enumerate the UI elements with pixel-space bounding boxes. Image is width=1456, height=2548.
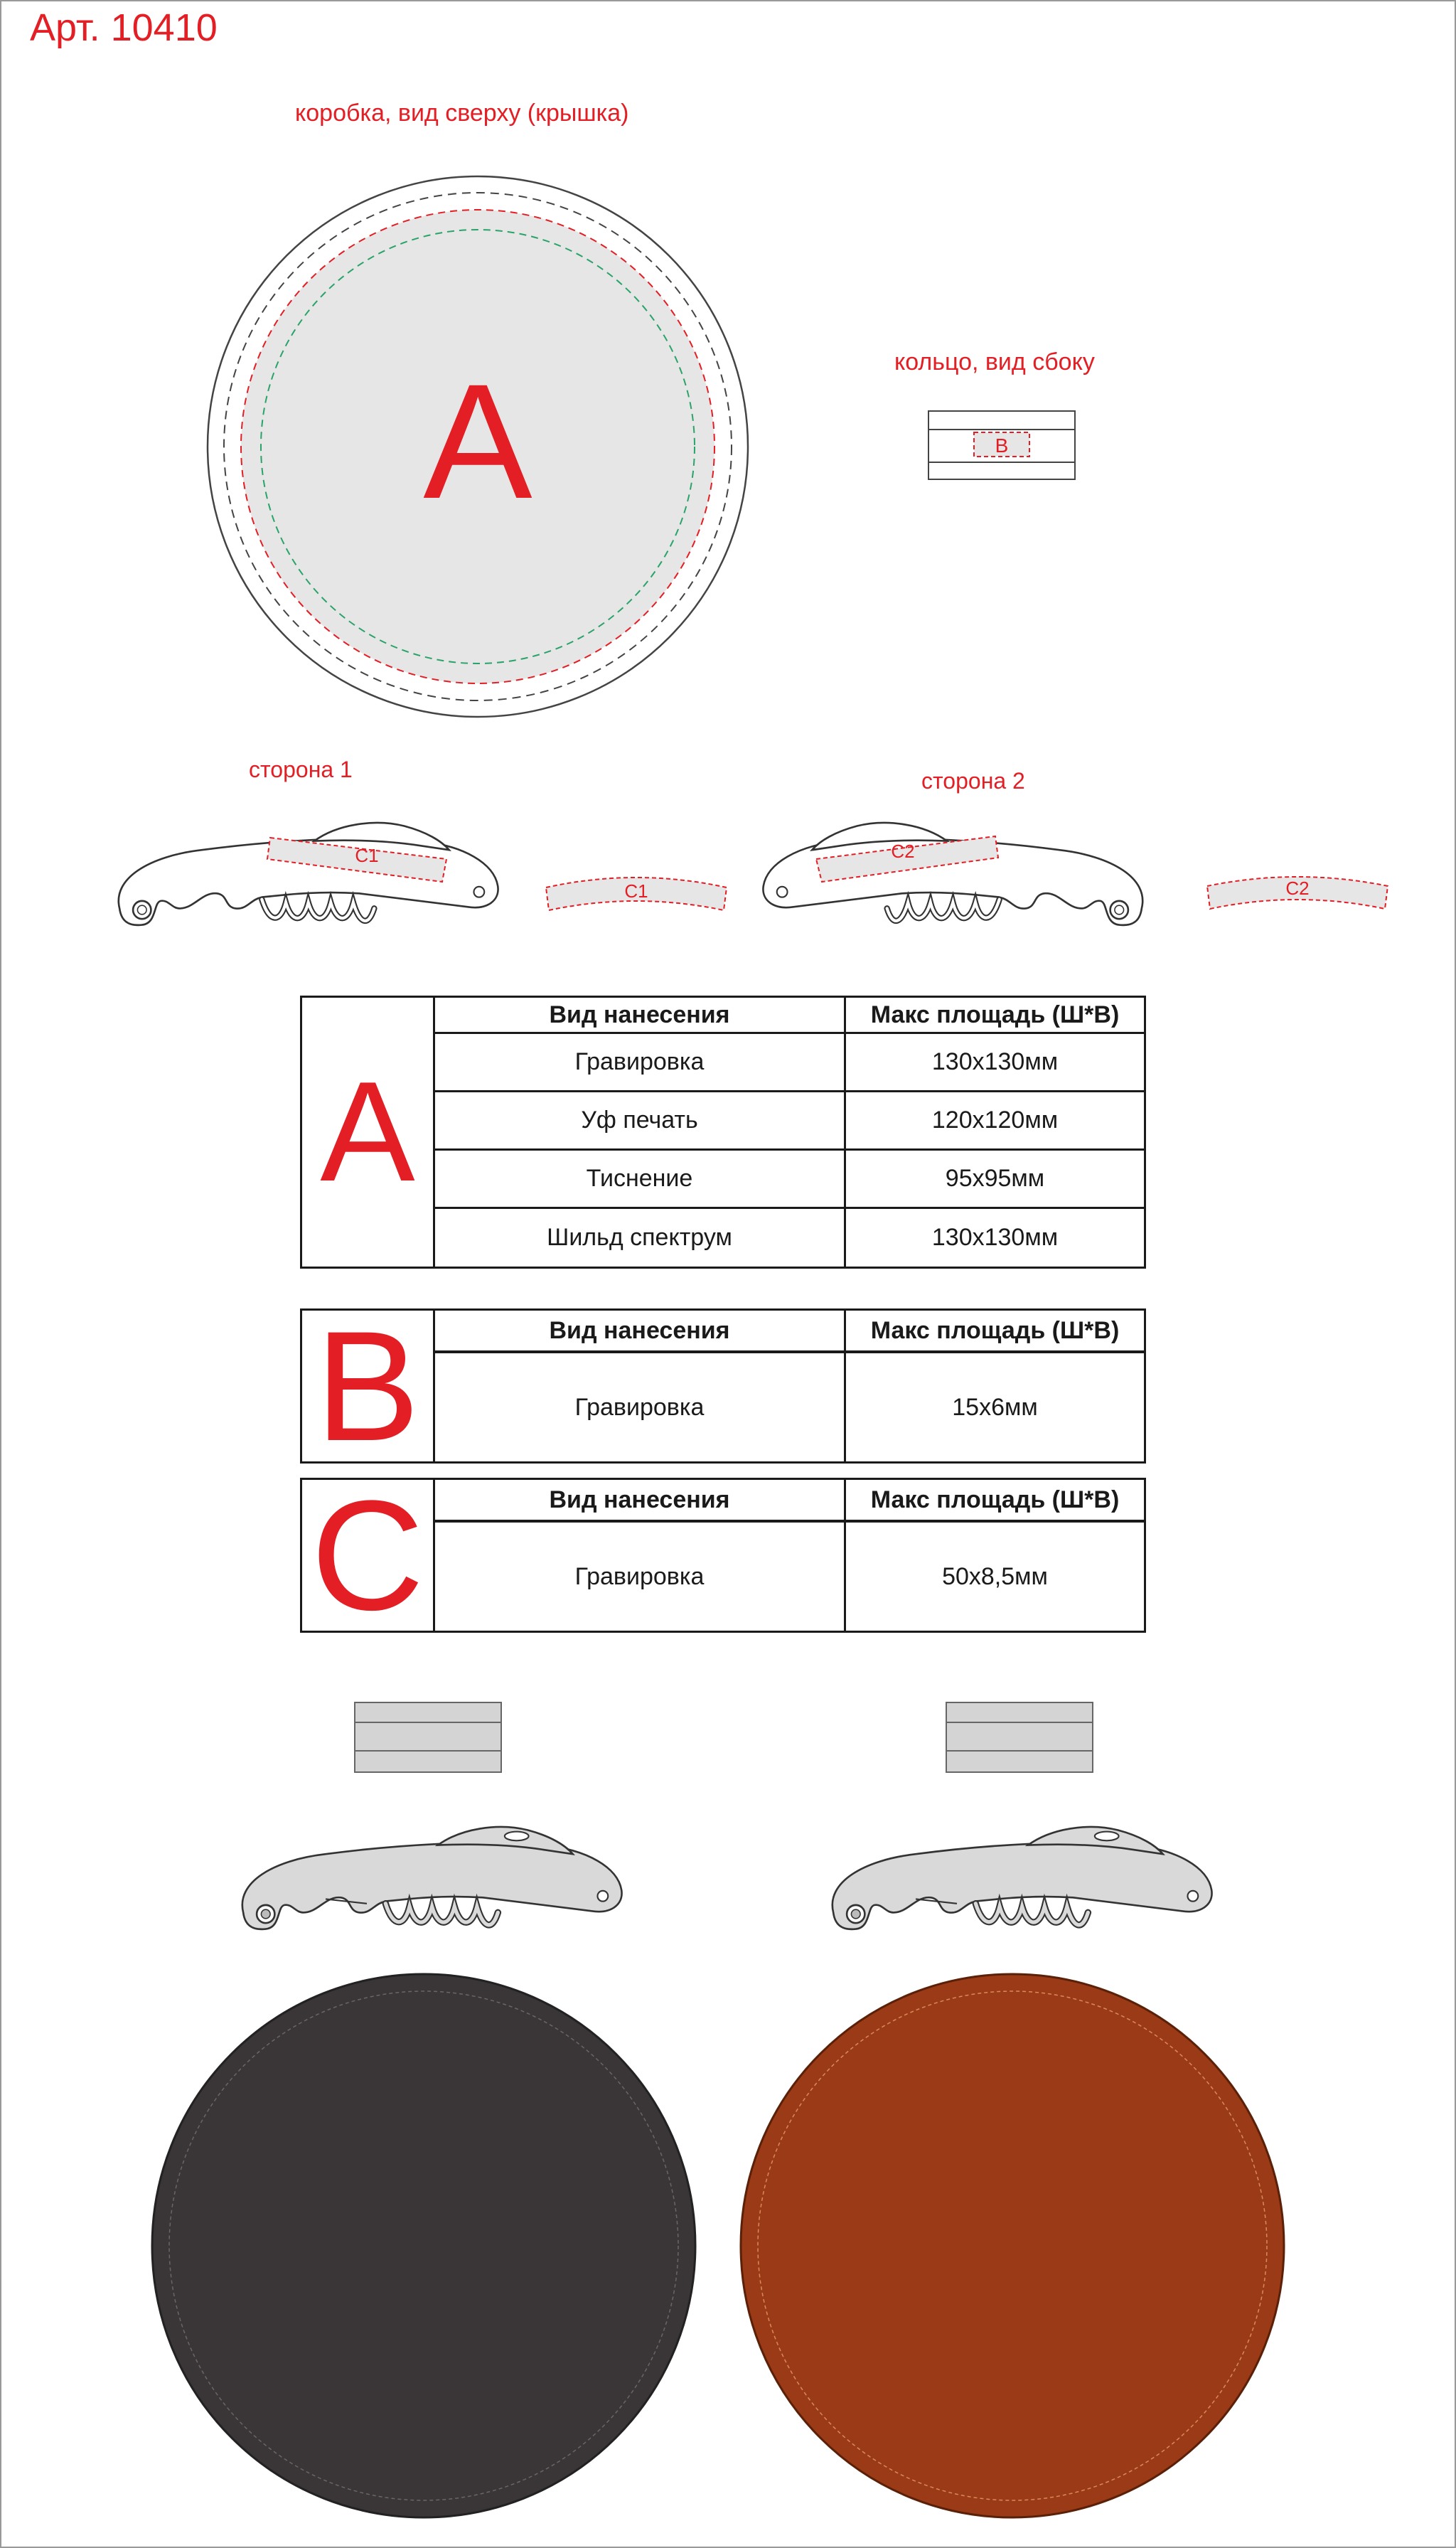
table-a [300,996,1146,1269]
table-c-row1-area: 50х8,5мм [942,1562,1048,1590]
table-c-header-method: Вид нанесения [549,1486,730,1513]
side1-label: сторона 1 [249,757,353,782]
box-top-label: коробка, вид сверху (крышка) [295,100,629,127]
table-a-letter: A [302,998,435,1267]
table-b-header-area: Макс площадь (Ш*В) [870,1316,1120,1344]
table-a-header-area: Макс площадь (Ш*В) [870,1001,1120,1028]
table-a-header-method: Вид нанесения [549,1001,730,1028]
variant1-lid-dark [152,1974,695,2517]
variant2-ring [946,1702,1093,1772]
table-a-row4-area: 130х130мм [931,1224,1059,1251]
table-a-row1-area: 130х130мм [931,1048,1059,1075]
table-b-letter: B [302,1311,435,1461]
table-a-row3-area: 95х95мм [945,1165,1045,1192]
zone-c1-marker-opener: C1 [355,845,379,866]
variant2-opener [833,1827,1212,1929]
zone-b-marker: B [995,435,1009,457]
table-a-row3-method: Тиснение [586,1165,693,1192]
zone-c2-marker-opener: C2 [891,841,915,862]
table-c-header-area: Макс площадь (Ш*В) [870,1486,1120,1513]
variant1-ring [355,1702,501,1772]
table-b-row1-method: Гравировка [574,1393,705,1421]
side2-label: сторона 2 [921,768,1025,794]
table-a-row2-area: 120х120мм [931,1107,1059,1134]
zone-c1-marker-strip: C1 [624,880,648,902]
side2-c2-strip [1207,877,1388,909]
box-top-view [208,176,748,717]
table-b-row1-area: 15х6мм [952,1393,1038,1421]
table-b [300,1298,1146,1473]
zone-a-marker: A [423,350,532,533]
table-a-row4-method: Шильд спектрум [547,1224,732,1251]
variant1-opener [242,1827,622,1929]
ring-side-label: кольцо, вид сбоку [894,348,1095,375]
table-c-row1-method: Гравировка [574,1562,705,1590]
table-c-letter: C [302,1480,435,1631]
table-a-row2-method: Уф печать [581,1107,698,1134]
table-b-header-method: Вид нанесения [549,1316,730,1344]
ring-side-view [928,411,1075,479]
zone-c2-marker-strip: C2 [1285,878,1310,899]
table-c [300,1467,1146,1643]
table-a-row1-method: Гравировка [574,1048,705,1075]
article-title: Арт. 10410 [30,6,218,49]
side2-opener [763,823,1142,925]
side1-opener [119,823,498,925]
side1-c1-strip [546,878,727,910]
variant2-lid-brown [741,1974,1284,2517]
